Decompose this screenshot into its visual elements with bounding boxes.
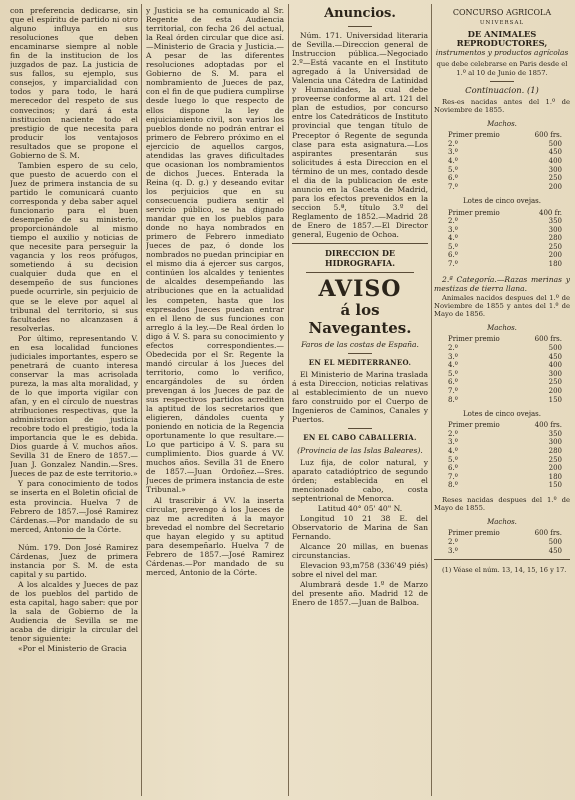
prize-label: Primer premio <box>448 529 500 538</box>
prize-row <box>434 447 570 456</box>
notice-number: Núm. 179. <box>18 542 61 552</box>
prize-label: 2.º <box>448 139 458 148</box>
notice-heading: DE ANIMALES REPRODUCTORES, <box>456 29 548 49</box>
prize-row <box>434 464 570 473</box>
prize-value: 280 <box>548 234 562 243</box>
prize-value: 400 frs. <box>534 421 562 430</box>
paragraph: Luz fija, de color natural, y aparato catadióptrico de segundo órden; establecida en el mencionado cabo, costa septentrional de Menorca. <box>292 457 428 503</box>
subheadline: á los Navegantes. <box>308 301 412 338</box>
prize-row <box>434 260 570 269</box>
prize-value: 200 <box>548 182 562 191</box>
prize-value: 350 <box>548 217 562 226</box>
column-4 <box>434 6 570 796</box>
prize-value: 250 <box>548 174 562 183</box>
prize-label: 5.º <box>448 242 458 251</box>
prize-label: 5.º <box>448 369 458 378</box>
prize-label: 8.º <box>448 481 458 490</box>
prize-label: 3.º <box>448 546 458 555</box>
paragraph: Y para conocimiento de todos se inserta en el Boletin oficial de esta provincia. Huelva 7 de Febrero de 1857.—José Ramirez Cárdenas.—Por mandado de su merced, Antonio de la Córte. <box>10 479 138 534</box>
prize-label: 7.º <box>448 386 458 395</box>
prize-value: 400 <box>548 361 562 370</box>
prize-row <box>434 547 570 556</box>
prize-row <box>434 438 570 447</box>
prize-label: 3.º <box>448 438 458 447</box>
separator <box>490 81 514 82</box>
separator <box>348 428 372 429</box>
latitude: Latitud 40° 05' 40" N. <box>317 503 403 513</box>
paragraph: Longitud 10 21 38 E. del Observatorio de Marina de San Fernando. <box>292 513 428 541</box>
paragraph: Animales nacidos despues del 1.º de Noviembre de 1855 y antes del 1.º de Mayo de 1856. <box>434 293 570 319</box>
prize-label: 2.º <box>448 217 458 226</box>
prize-row <box>434 430 570 439</box>
prize-list <box>434 131 570 191</box>
separator <box>62 538 86 539</box>
prize-value: 150 <box>548 395 562 404</box>
prize-label: 5.º <box>448 165 458 174</box>
prize-row <box>434 529 570 538</box>
paragraph-text: Universidad literaria de Sevilla.—Direccion general de Instruccion pública.—Negociado 2.º—Está vacante en el Instituto agregado á la Universidad de Valencia una Cátedra de Latinidad y Humanidades, la cual debe proveerse conforme al art. 121 del plan de estudios, por concurso entre los Catedráticos de Instituto provincial que tengan título de Preceptor ó Regente de segunda clase para esta asignatura.—Los aspirantes presentarán sus solicitudes á esta Direccion en el término de un mes, contado desde el dia de la publicacion de este anuncio en la Gaceta de Madrid, para los efectos prevenidos en la seccion 5.ª, título 3.º del Reglamento de 1852.—Madrid 28 de Enero de 1857.—El Director general, Eugenio de Ochoa. <box>292 31 428 240</box>
prize-value: 600 frs. <box>534 335 562 344</box>
prize-value: 600 frs. <box>534 529 562 538</box>
separator <box>306 272 414 273</box>
prize-label: Primer premio <box>448 335 500 344</box>
prize-value: 450 <box>548 352 562 361</box>
prize-row <box>434 243 570 252</box>
prize-value: 600 frs. <box>534 131 562 140</box>
separator <box>434 559 570 560</box>
prize-row <box>434 344 570 353</box>
paragraph: A los alcaldes y Jueces de paz de los pueblos del partido de esta capital, hago saber: que por la sala de Gobierno de la Audiencia de Sevilla se me acaba de dirigir la circular del tenor siguiente: <box>10 579 138 644</box>
paragraph: El Ministerio de Marina traslada á esta Direccion, noticias relativas al establecimiento de un nuevo faro construido por el Cuerpo de Ingenieros de Caminos, Canales y Puertos. <box>292 370 428 425</box>
prize-value: 500 <box>548 139 562 148</box>
region-heading: EN EL MEDITERRANEO. <box>308 358 412 368</box>
prize-label: Primer premio <box>448 421 500 430</box>
prize-value: 500 <box>548 344 562 352</box>
paragraph: con preferencia dedicarse, sin que el espíritu de partido ni otro alguno influya en sus resoluciones que deben encaminarse siempre al noble fin de la institucion de los juzgados de paz. La justicia de sus fallos, su ejemplo, sus consejos, y imparcialidad con todos y para todo, le hará merecedor del respeto de sus convecinos; y dará á esta institucion naciente todo el prestigio de que necesita para producir los ventajosos resultados que se propone el Gobierno de S. M. <box>10 6 138 160</box>
prize-value: 250 <box>548 455 562 464</box>
prize-list <box>434 421 570 490</box>
prize-label: 5.º <box>448 455 458 464</box>
prize-label: 7.º <box>448 260 458 269</box>
prize-label: 2.º <box>448 429 458 438</box>
prize-label: 3.º <box>448 352 458 361</box>
prize-label: 4.º <box>448 446 458 455</box>
prize-label: 4.º <box>448 361 458 370</box>
prize-row <box>434 481 570 490</box>
prize-label: 7.º <box>448 472 458 481</box>
paragraph: Al trascribir á VV. la inserta circular, prevengo á los Jueces de paz me acrediten á la mayor brevedad el nombre del Secretario que hayan elegido y su aptitud para desempeñarlo. Huelva 7 de Febrero de 1857.—José Ramirez Cárdenas.—Por mandado de su merced, Antonio de la Córte. <box>146 495 284 577</box>
paragraph: Por último, representando V. en esa localidad funciones judiciales importantes, espero se penetrará de cuanto interesa conservar la mas acrisolada pureza, la mas alta moralidad, y de lo que importa vigilar con afan, y en el círculo de nuestras atribuciones respectivas, que la administracion de justicia recobre todo el prestigio, toda la importancia que le es debida. Dios guarde á V. muchos años. Sevilla 31 de Enero de 1857.—Juan J. Gonzalez Nandin.—Sres. Jueces de paz de este territorio.» <box>10 333 138 479</box>
paragraph: Alumbrará desde 1.º de Marzo del presente año. Madrid 12 de Enero de 1857.—Juan de Balboa. <box>292 580 428 608</box>
prize-label: 6.º <box>448 174 458 183</box>
prize-value: 150 <box>548 481 562 490</box>
prize-label: 3.º <box>448 225 458 234</box>
prize-row <box>434 335 570 344</box>
prize-row <box>434 538 570 547</box>
paragraph-text: Don José Ramirez Cárdenas, Juez de primera instancia por S. M. de esta capital y su partido. <box>10 542 138 579</box>
prize-value: 200 <box>548 251 562 260</box>
paragraph <box>292 31 428 239</box>
prize-group-title: Machos. <box>487 518 517 527</box>
prize-row <box>434 456 570 465</box>
prize-row <box>434 370 570 379</box>
prize-value: 350 <box>548 429 562 438</box>
prize-row <box>434 131 570 140</box>
prize-row <box>434 421 570 430</box>
notice-dates: que debe celebrarse en Paris desde el 1.º al 10 de Junio de 1857. <box>436 60 568 77</box>
separator <box>348 26 372 27</box>
notice-title: CONCURSO AGRICOLA <box>452 8 552 17</box>
prize-label: 3.º <box>448 148 458 157</box>
prize-row <box>434 183 570 192</box>
separator <box>292 243 428 244</box>
paragraph <box>10 543 138 579</box>
prize-row <box>434 251 570 260</box>
prize-value: 450 <box>548 148 562 157</box>
column-3 <box>292 6 428 796</box>
headline: AVISO <box>318 276 402 303</box>
prize-group-title: Lotes de cinco ovejas. <box>463 410 541 419</box>
column-divider <box>431 4 432 796</box>
prize-label: Primer premio <box>448 208 500 217</box>
prize-label: 4.º <box>448 234 458 243</box>
paragraph: Elevacion 93,m758 (336'49 piés) sobre el nivel del mar. <box>292 561 428 580</box>
paragraph: Alcance 20 millas, en buenas circunstancias. <box>292 541 428 561</box>
prize-list <box>434 529 570 555</box>
column-2 <box>146 6 284 796</box>
prize-group-title: Lotes de cinco ovejas. <box>463 197 541 206</box>
prize-label: 6.º <box>448 378 458 387</box>
prize-row <box>434 473 570 482</box>
paragraph: Tambien espero de su celo, que puesto de acuerdo con el Juez de primera instancia de su partido le comunicará cuanto corresponda y deba saber aquel funcionario para el buen desempeño de su ministerio, proporcionándole al mismo tiempo el auxilio y noticias de que necesite para perseguir la vagancia y los reos prófugos, sometiendo á su decision cualquier duda que en el desempeño de sus funciones puede ocurrirle, sin perjuicio de que se le eleve por aquel al tribunal del territorio, si sus facultades no alcanzasen á resolverlas. <box>10 160 138 333</box>
prize-row <box>434 226 570 235</box>
notice-heading-2: instrumentos y productos agrícolas <box>435 48 569 58</box>
prize-row <box>434 378 570 387</box>
column-divider <box>288 4 289 796</box>
prize-value: 300 <box>548 225 562 234</box>
paragraph: «Por el Ministerio de Gracia <box>18 644 127 654</box>
prize-row <box>434 140 570 149</box>
prize-row <box>434 353 570 362</box>
prize-row <box>434 174 570 183</box>
prize-value: 200 <box>548 386 562 395</box>
prize-value: 250 <box>548 242 562 251</box>
prize-label: Primer premio <box>448 131 500 140</box>
notice-number: Núm. 171. <box>300 31 343 40</box>
prize-label: 2.º <box>448 538 458 546</box>
prize-label: 6.º <box>448 464 458 473</box>
prize-row <box>434 396 570 405</box>
footnote: (1) Véase el núm. 13, 14, 15, 16 y 17. <box>442 566 567 575</box>
column-divider <box>141 4 142 796</box>
prize-label: 8.º <box>448 395 458 404</box>
prize-row <box>434 157 570 166</box>
paragraph: y Justicia se ha comunicado al Sr. Regente de esta Audiencia territorial, con fecha 26 del actual, la Real órden circular que dice así.—Ministerio de Gracia y Justicia.—A pesar de las diferentes resoluciones adoptadas por el Gobierno de S. M. para el nombramiento de Jueces de paz, con el fin de que pudiera cumplirse desde luego lo que respecto de ellos dispone la ley de enjuiciamiento civil, son varios los pueblos donde no podrán entrar el primero de Febrero próximo en el ejercicio de aquellos cargos, atendidas las graves dificultades que ocasionan los nombramientos de dichos Jueces. Enterada la Reina (q. D. g.) y deseando evitar los perjuicios que en su consecuencia pudiera sentir el servicio público, se ha dignado mandar que en los pueblos para donde no haya nombrados en primero de Febrero inmediato Jueces de paz, ó donde los nombrados no puedan principiar en el mismo dia á ejercer sus cargos, continúen los alcaldes y tenientes de alcaldes desempeñando las atribuciones que en la actualidad les competen, hasta que los expresados Jueces puedan entrar en el lleno de sus funciones con arreglo á la ley.—De Real órden lo digo á V. S. para su conocimiento y efectos correspondientes.—Obedecida por el Sr. Regente la mandó circular á los Jueces del territorio, como lo verifico, encargándoles de su órden prevengan á los Jueces de paz de sus respectivos partidos acrediten la aptitud de los secretarios que eligieren, dándoles cuenta y poniendo en noticia de la Regencia oportunamente lo que resultare.—Lo que participo á V. S. para su cumplimiento. Dios guarde á VV. muchos años. Sevilla 31 de Enero de 1857.—Juan Ordoñez.—Sres. Jueces de primera instancia de este Tribunal.» <box>146 6 284 495</box>
prize-value: 250 <box>548 378 562 387</box>
prize-group-title: Machos. <box>487 324 517 333</box>
region-subtitle: (Provincia de las Islas Baleares). <box>297 445 423 455</box>
prize-row <box>434 148 570 157</box>
prize-group-title: Machos. <box>487 120 517 129</box>
prize-value: 400 <box>548 157 562 166</box>
prize-label: 4.º <box>448 157 458 166</box>
prize-value: 180 <box>548 472 562 481</box>
paragraph: Reses nacidas despues del 1.º de Mayo de 1855. <box>434 495 570 513</box>
prize-list <box>434 335 570 404</box>
prize-value: 400 fr. <box>539 208 562 217</box>
prize-row <box>434 209 570 218</box>
prize-value: 450 <box>548 546 562 555</box>
prize-row <box>434 166 570 175</box>
prize-label: 6.º <box>448 251 458 260</box>
prize-row <box>434 234 570 243</box>
continuation-title: Continuacion. (1) <box>465 84 539 95</box>
notice-subtitle: UNIVERSAL <box>479 20 525 27</box>
prize-value: 500 <box>548 538 562 546</box>
section-heading: DIRECCION DE HIDROGRAFIA. <box>324 248 395 269</box>
region-heading: EN EL CABO CABALLERIA. <box>303 433 417 443</box>
prize-list <box>434 209 570 269</box>
prize-label: 2.º <box>448 344 458 352</box>
prize-value: 280 <box>548 446 562 455</box>
paragraph: Res-es nacidas antes del 1.º de Noviembre de 1855. <box>434 97 570 115</box>
prize-value: 300 <box>548 438 562 447</box>
prize-row <box>434 217 570 226</box>
prize-value: 300 <box>548 165 562 174</box>
section-subtitle: Faros de las costas de España. <box>301 340 419 350</box>
prize-value: 180 <box>548 260 562 269</box>
prize-label: 7.º <box>448 182 458 191</box>
section-title: Anuncios. <box>324 6 396 21</box>
category-heading: 2.ª Categoría.—Razas merinas y mestizas de tierra llana. <box>434 274 570 293</box>
separator <box>348 353 372 354</box>
prize-value: 300 <box>548 369 562 378</box>
prize-row <box>434 361 570 370</box>
column-1 <box>10 6 138 796</box>
prize-value: 200 <box>548 464 562 473</box>
prize-row <box>434 387 570 396</box>
